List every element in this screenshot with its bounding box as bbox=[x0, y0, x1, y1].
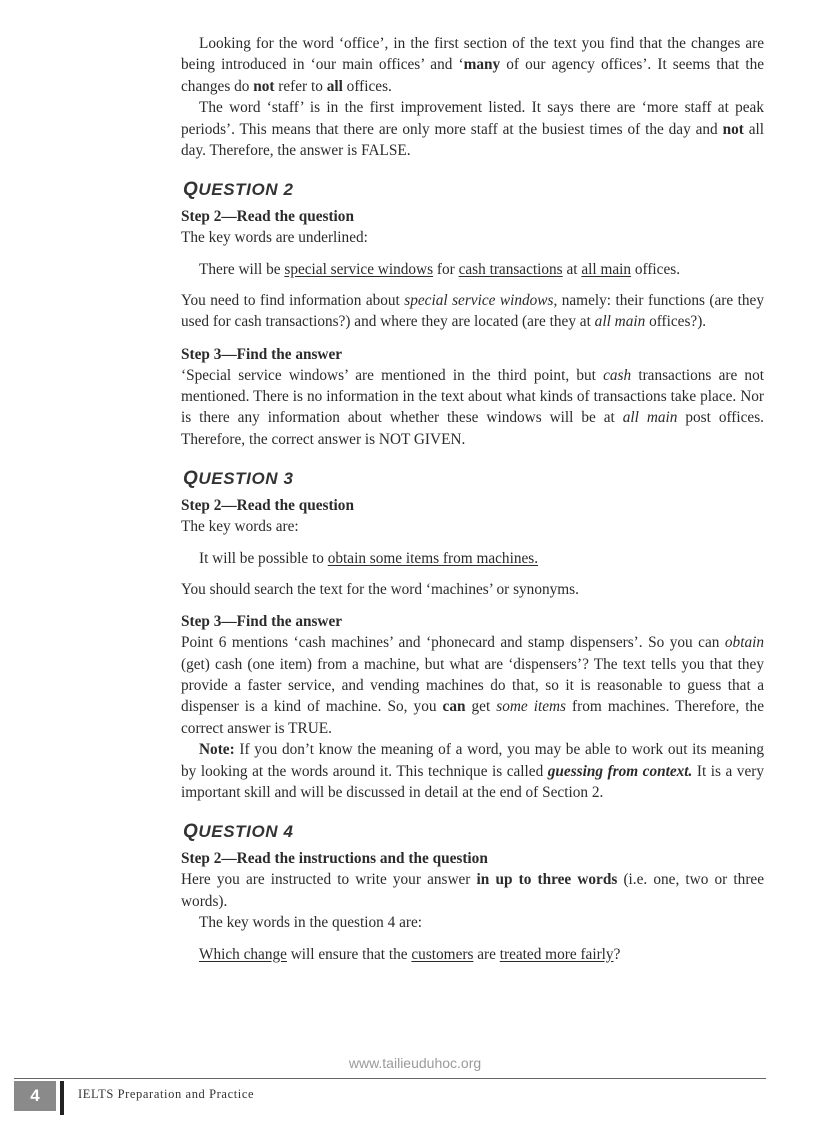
q2-explanation bbox=[181, 290, 764, 333]
text-run: are bbox=[473, 945, 500, 963]
page-body bbox=[181, 33, 764, 975]
text-run: transactions are not mentioned. There is no information in the text about what kinds of transactions take place. Nor is there any information about whether these windows will be at bbox=[181, 366, 764, 427]
text-run: not bbox=[253, 77, 275, 95]
text-run: offices. bbox=[342, 77, 392, 95]
text-run: You need to find information about bbox=[181, 291, 405, 309]
text-run: special service windows bbox=[284, 260, 434, 278]
text-run: ? bbox=[613, 945, 621, 963]
page-number: 4 bbox=[14, 1081, 56, 1111]
text-run: offices?). bbox=[645, 313, 707, 331]
text-run: Looking for the word ‘office’, in the first section of the text you find that the changes are being introduced in ‘our main offices’ and ‘ bbox=[181, 35, 764, 74]
text-run: Which change bbox=[199, 945, 287, 963]
text-run: many bbox=[463, 56, 501, 74]
q3-explanation: You should search the text for the word ‘machines’ or synonyms. bbox=[181, 580, 579, 598]
footer-bar bbox=[60, 1081, 64, 1115]
text-run: from machines. Therefore, the correct answer is TRUE. bbox=[181, 698, 764, 737]
text-run: It is a very important skill and will be discussed in detail at the end of Section 2. bbox=[181, 762, 764, 801]
text-run: in up to three words bbox=[476, 871, 618, 889]
text-run: cash transactions bbox=[458, 260, 563, 278]
text-run: will ensure that the bbox=[286, 945, 412, 963]
question-2-heading: QUESTION 2 bbox=[183, 179, 294, 201]
q4-key-intro: The key words in the question 4 are: bbox=[199, 914, 423, 932]
watermark: www.tailieuduhoc.org bbox=[348, 1055, 482, 1071]
text-run: of our agency offices’. It seems that the changes do bbox=[181, 56, 765, 95]
text-run: It will be possible to bbox=[199, 549, 328, 567]
q4-key-sentence bbox=[199, 944, 764, 965]
text-run: not bbox=[722, 120, 744, 138]
text-run: obtain some items from machines. bbox=[327, 549, 539, 567]
q3-note bbox=[181, 739, 764, 803]
text-run: cash bbox=[603, 366, 632, 384]
intro-paragraph-1 bbox=[181, 33, 764, 97]
text-run: treated more fairly bbox=[499, 945, 614, 963]
question-3-heading: QUESTION 3 bbox=[183, 468, 294, 490]
text-run: special service windows bbox=[404, 291, 554, 309]
text-run: can bbox=[442, 698, 466, 716]
q3-step2-label: Step 2—Read the question bbox=[181, 497, 354, 515]
q2-step2-text: The key words are underlined: bbox=[181, 229, 368, 247]
footer-rule bbox=[14, 1078, 766, 1079]
q4-step2-label: Step 2—Read the instructions and the question bbox=[181, 850, 488, 868]
text-run: Note: bbox=[199, 741, 235, 759]
intro-paragraph-2 bbox=[181, 97, 764, 161]
text-run: ‘Special service windows’ are mentioned in the third point, but bbox=[181, 366, 604, 384]
text-run: obtain bbox=[724, 634, 764, 652]
text-run: If you don’t know the meaning of a word, you may be able to work out its meaning by looking at the words around it. This technique is called bbox=[181, 741, 764, 780]
text-run: some items bbox=[496, 698, 567, 716]
text-run: offices. bbox=[631, 260, 681, 278]
book-title: IELTS Preparation and Practice bbox=[78, 1087, 255, 1101]
q3-step2-text: The key words are: bbox=[181, 518, 299, 536]
text-run: customers bbox=[411, 945, 474, 963]
text-run: all bbox=[326, 77, 343, 95]
text-run: (get) cash (one item) from a machine, but what are ‘dispensers’? The text tells you that they provide a faster service, and vending machines do that, so it is reasonable to guess that a dispenser is a kind of machine. So, you bbox=[181, 655, 764, 716]
text-run: , namely: their functions (are they used for cash transactions?) and where they are located (are they at bbox=[181, 291, 764, 331]
q2-key-sentence bbox=[199, 259, 764, 280]
text-run: all main bbox=[622, 409, 678, 427]
q2-step3-label: Step 3—Find the answer bbox=[181, 345, 343, 363]
q3-step3-text bbox=[181, 632, 764, 739]
text-run: all main bbox=[594, 313, 646, 331]
q3-step3-label: Step 3—Find the answer bbox=[181, 613, 343, 631]
q2-step3-text bbox=[181, 365, 764, 451]
text-run: Here you are instructed to write your answer bbox=[181, 871, 477, 889]
text-run: refer to bbox=[274, 77, 327, 95]
text-run: for bbox=[433, 260, 459, 278]
text-run: (i.e. one, two or three words). bbox=[181, 871, 764, 910]
text-run: There will be bbox=[199, 260, 285, 278]
question-4-heading: QUESTION 4 bbox=[183, 821, 294, 843]
text-run: all day. Therefore, the answer is FALSE. bbox=[181, 120, 764, 160]
text-run: at bbox=[562, 260, 582, 278]
q3-key-sentence bbox=[199, 548, 764, 569]
q2-step2-label: Step 2—Read the question bbox=[181, 208, 354, 226]
text-run: guessing from context. bbox=[547, 762, 693, 780]
text-run: post offices. Therefore, the correct answer is NOT GIVEN. bbox=[181, 409, 764, 448]
text-run: all main bbox=[581, 260, 632, 278]
text-run: The word ‘staff’ is in the first improvement listed. It says there are ‘more staff at peak periods’. This means that there are only more staff at the busiest times of the day and bbox=[181, 99, 764, 138]
q4-step2-text bbox=[181, 869, 764, 912]
text-run: Point 6 mentions ‘cash machines’ and ‘phonecard and stamp dispensers’. So you can bbox=[181, 634, 725, 652]
text-run: get bbox=[465, 698, 497, 716]
